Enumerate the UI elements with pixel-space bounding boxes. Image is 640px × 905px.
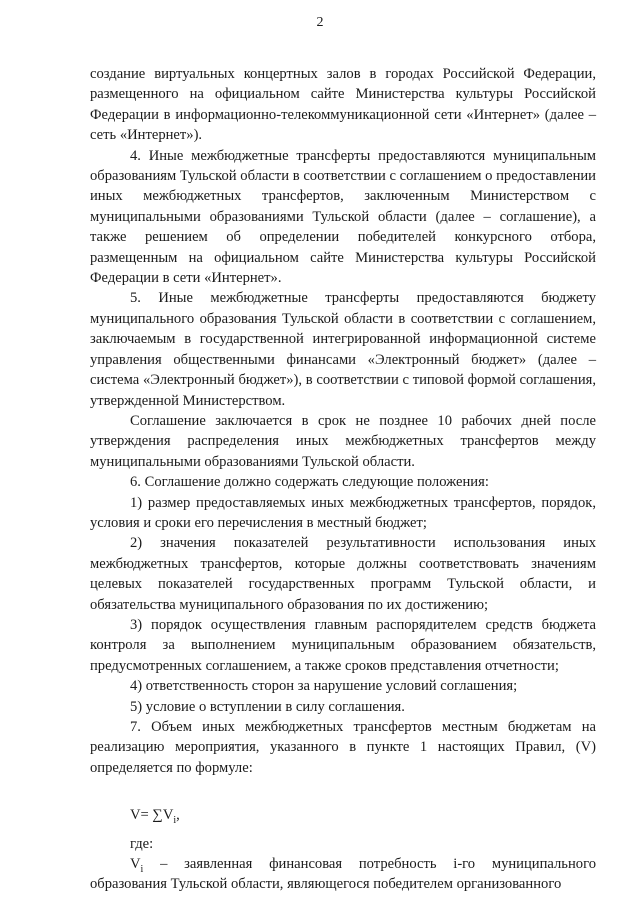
list-item-1: 1) размер предоставляемых иных межбюджетных трансфертов, порядок, условия и сроки его перечисления в местный бюджет; xyxy=(90,494,596,531)
paragraph-item-7: 7. Объем иных межбюджетных трансфертов местным бюджетам на реализацию мероприятия, указанного в пункте 1 настоящих Правил, (V) определяется по формуле: xyxy=(90,719,596,776)
paragraph-item-6: 6. Соглашение должно содержать следующие положения: xyxy=(130,474,489,491)
paragraph-agreement-deadline: Соглашение заключается в срок не позднее 10 рабочих дней после утверждения распределения иных межбюджетных трансфертов между муниципальными образованиями Тульской области. xyxy=(90,412,596,470)
paragraph-item-5: 5. Иные межбюджетные трансферты предоставляются бюджету муниципального образования Тульской области в соответствии с соглашением, заключаемым в государственной интегрированной информационной системе управления общественными финансами «Электронный бюджет» (далее – система «Электронный бюджет»), в соответствии с типовой формой соглашения, утвержденной Министерством. xyxy=(90,290,596,409)
variable-description: – заявленная финансовая потребность i-го муниципального образования Тульской области, являющегося победителем организованного xyxy=(90,856,596,893)
list-item-5: 5) условие о вступлении в силу соглашения. xyxy=(130,698,405,715)
variable-subscript: i xyxy=(140,863,144,875)
document-body xyxy=(90,64,596,895)
paragraph-item-4: 4. Иные межбюджетные трансферты предоставляются муниципальным образованиям Тульской области в соответствии с соглашением о предоставлении иных межбюджетных трансфертов, заключенным Министерством с муниципальными образованиями Тульской области (далее – соглашение), а также решением об определении победителей конкурсного отбора, размещенным на официальном сайте Министерства культуры Российской Федерации в сети «Интернет». xyxy=(90,147,596,287)
page-number: 2 xyxy=(316,15,324,30)
variable-symbol: V xyxy=(130,856,141,873)
list-item-3: 3) порядок осуществления главным распорядителем средств бюджета контроля за выполнением муниципальным образованием обязательств, предусмотренных соглашением, а также сроков представления отчетности; xyxy=(90,616,596,674)
formula xyxy=(90,805,596,825)
formula-lhs: V= ∑V xyxy=(130,807,174,824)
variable-definition xyxy=(90,854,596,895)
formula-subscript: i xyxy=(173,815,177,827)
list-item-2: 2) значения показателей результативности использования иных межбюджетных трансфертов, которые должны соответствовать значениям целевых показателей государственных программ Тульской области, и обязательства муниципального образования по их достижению; xyxy=(90,535,596,613)
where-label: где: xyxy=(130,835,154,852)
list-item-4: 4) ответственность сторон за нарушение условий соглашения; xyxy=(130,678,518,695)
formula-suffix: , xyxy=(176,807,180,824)
paragraph-continuation: создание виртуальных концертных залов в городах Российской Федерации, размещенного на официальном сайте Министерства культуры Российской Федерации в информационно-телекоммуникационной сети «Интернет» (далее – сеть «Интернет»). xyxy=(90,66,596,144)
